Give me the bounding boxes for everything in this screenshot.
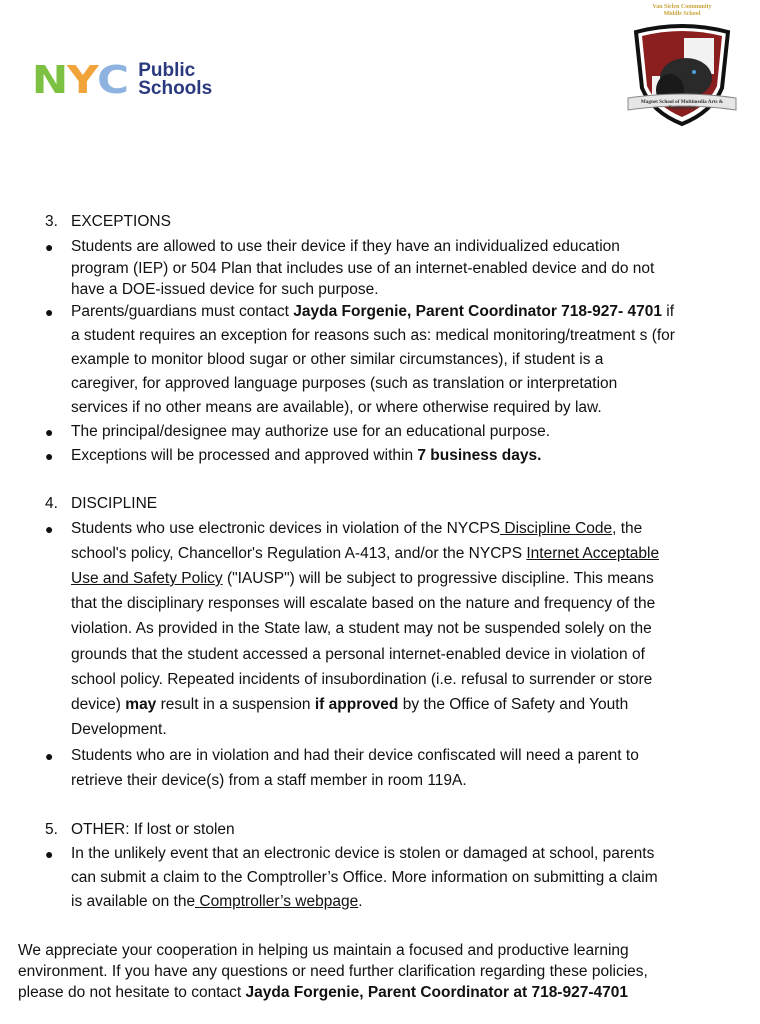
closing-line bbox=[18, 983, 628, 1003]
list-item-line: that the disciplinary responses will escalate based on the nature and frequency of the bbox=[71, 595, 656, 612]
list-item-line: The principal/designee may authorize use for an educational purpose. bbox=[71, 423, 551, 440]
bullet-icon: ● bbox=[45, 239, 54, 255]
list-item-line: have a DOE-issued device for such purpose. bbox=[71, 281, 379, 298]
contact-name-bold: Jayda Forgenie, Parent Coordinator 718-927- 4701 bbox=[293, 303, 662, 320]
section-heading: EXCEPTIONS bbox=[71, 213, 171, 230]
comptroller-webpage-link[interactable]: Comptroller’s webpage bbox=[195, 893, 359, 910]
school-crest-logo bbox=[622, 4, 742, 130]
list-item-line bbox=[71, 544, 659, 564]
bullet-icon: ● bbox=[45, 448, 54, 464]
section-number: 3. bbox=[45, 213, 58, 230]
bullet-icon: ● bbox=[45, 846, 54, 862]
nyc-wordmark bbox=[138, 62, 212, 98]
text: school's policy, Chancellor's Regulation A-413, and/or the NYCPS bbox=[71, 545, 527, 562]
may-bold: may bbox=[125, 696, 157, 713]
list-item-line: a student requires an exception for reasons such as: medical monitoring/treatment s (for bbox=[71, 327, 675, 344]
nyc-public-schools-logo bbox=[31, 58, 213, 102]
panther-shield-icon bbox=[622, 18, 742, 130]
list-item-line bbox=[71, 302, 674, 322]
bullet-icon: ● bbox=[45, 748, 54, 764]
bullet-icon: ● bbox=[45, 424, 54, 440]
text: Exceptions will be processed and approved within bbox=[71, 447, 418, 464]
crest-title bbox=[622, 4, 742, 18]
wordmark-public: Public bbox=[138, 60, 196, 81]
list-item-line: caregiver, for approved language purposes (such as translation or interpretation bbox=[71, 375, 618, 392]
list-item-line: In the unlikely event that an electronic device is stolen or damaged at school, parents bbox=[71, 845, 655, 862]
deadline-bold: 7 business days. bbox=[417, 447, 542, 464]
list-item-line: Students who are in violation and had their device confiscated will need a parent to bbox=[71, 747, 639, 764]
text: is available on the bbox=[71, 893, 196, 910]
iausp-link[interactable]: Internet Acceptable bbox=[526, 545, 660, 562]
svg-text:Engineering: Engineering bbox=[668, 105, 696, 111]
nyc-letter-c: C bbox=[97, 58, 129, 102]
list-item-line: school policy. Repeated incidents of insubordination (i.e. refusal to surrender or store bbox=[71, 671, 653, 688]
section-number: 5. bbox=[45, 821, 58, 838]
list-item-line: example to monitor blood sugar or other similar circumstances), if student is a bbox=[71, 351, 604, 368]
list-item-line: Development. bbox=[71, 721, 167, 738]
list-item-line: grounds that the student accessed a personal internet-enabled device in violation of bbox=[71, 646, 645, 663]
discipline-code-link[interactable]: Discipline Code bbox=[500, 520, 613, 537]
text: . bbox=[358, 893, 363, 910]
list-item-line: violation. As provided in the State law, a student may not be suspended solely on the bbox=[71, 620, 652, 637]
closing-line: environment. If you have any questions or need further clarification regarding these policies, bbox=[18, 963, 648, 980]
text: Parents/guardians must contact bbox=[71, 303, 294, 320]
nyc-letter-y: Y bbox=[66, 58, 98, 102]
wordmark-schools: Schools bbox=[138, 78, 213, 99]
list-item-line bbox=[71, 695, 628, 715]
text: Students who use electronic devices in violation of the NYCPS bbox=[71, 520, 501, 537]
bullet-icon: ● bbox=[45, 521, 54, 537]
list-item-line: Students are allowed to use their device if they have an individualized education bbox=[71, 238, 620, 255]
section-heading: DISCIPLINE bbox=[71, 495, 158, 512]
contact-name-bold: Jayda Forgenie, Parent Coordinator at 718-927-4701 bbox=[245, 984, 628, 1001]
list-item-line: retrieve their device(s) from a staff member in room 119A. bbox=[71, 772, 467, 789]
text: by the Office of Safety and Youth bbox=[398, 696, 629, 713]
list-item-line: can submit a claim to the Comptroller’s Office. More information on submitting a claim bbox=[71, 869, 658, 886]
list-item-line bbox=[71, 892, 363, 912]
nyc-letters bbox=[31, 58, 130, 102]
list-item-line: services if no other means are available), or where otherwise required by law. bbox=[71, 399, 602, 416]
crest-title-line2: Middle School bbox=[663, 11, 701, 17]
list-item-line bbox=[71, 446, 541, 466]
section-number: 4. bbox=[45, 495, 58, 512]
list-item-line bbox=[71, 569, 654, 589]
nyc-letter-n: N bbox=[31, 58, 68, 102]
if-approved-bold: if approved bbox=[314, 696, 399, 713]
text: result in a suspension bbox=[156, 696, 315, 713]
bullet-icon: ● bbox=[45, 304, 54, 320]
text: if bbox=[662, 303, 675, 320]
section-heading: OTHER: If lost or stolen bbox=[71, 821, 235, 838]
text: device) bbox=[71, 696, 126, 713]
list-item-line: program (IEP) or 504 Plan that includes use of an internet-enabled device and do not bbox=[71, 260, 655, 277]
crest-title-line1: Van Siclen Community bbox=[652, 4, 712, 10]
text: ("IAUSP") will be subject to progressive discipline. This means bbox=[222, 570, 654, 587]
page-header bbox=[0, 0, 760, 140]
iausp-link-continued[interactable]: Use and Safety Policy bbox=[71, 570, 223, 587]
text: , the bbox=[612, 520, 643, 537]
list-item-line bbox=[71, 519, 642, 539]
closing-line: We appreciate your cooperation in helping us maintain a focused and productive learning bbox=[18, 942, 629, 959]
svg-text:Magnet School of Multimedia Ar: Magnet School of Multimedia Arts & bbox=[640, 99, 724, 105]
text: please do not hesitate to contact bbox=[18, 984, 246, 1001]
